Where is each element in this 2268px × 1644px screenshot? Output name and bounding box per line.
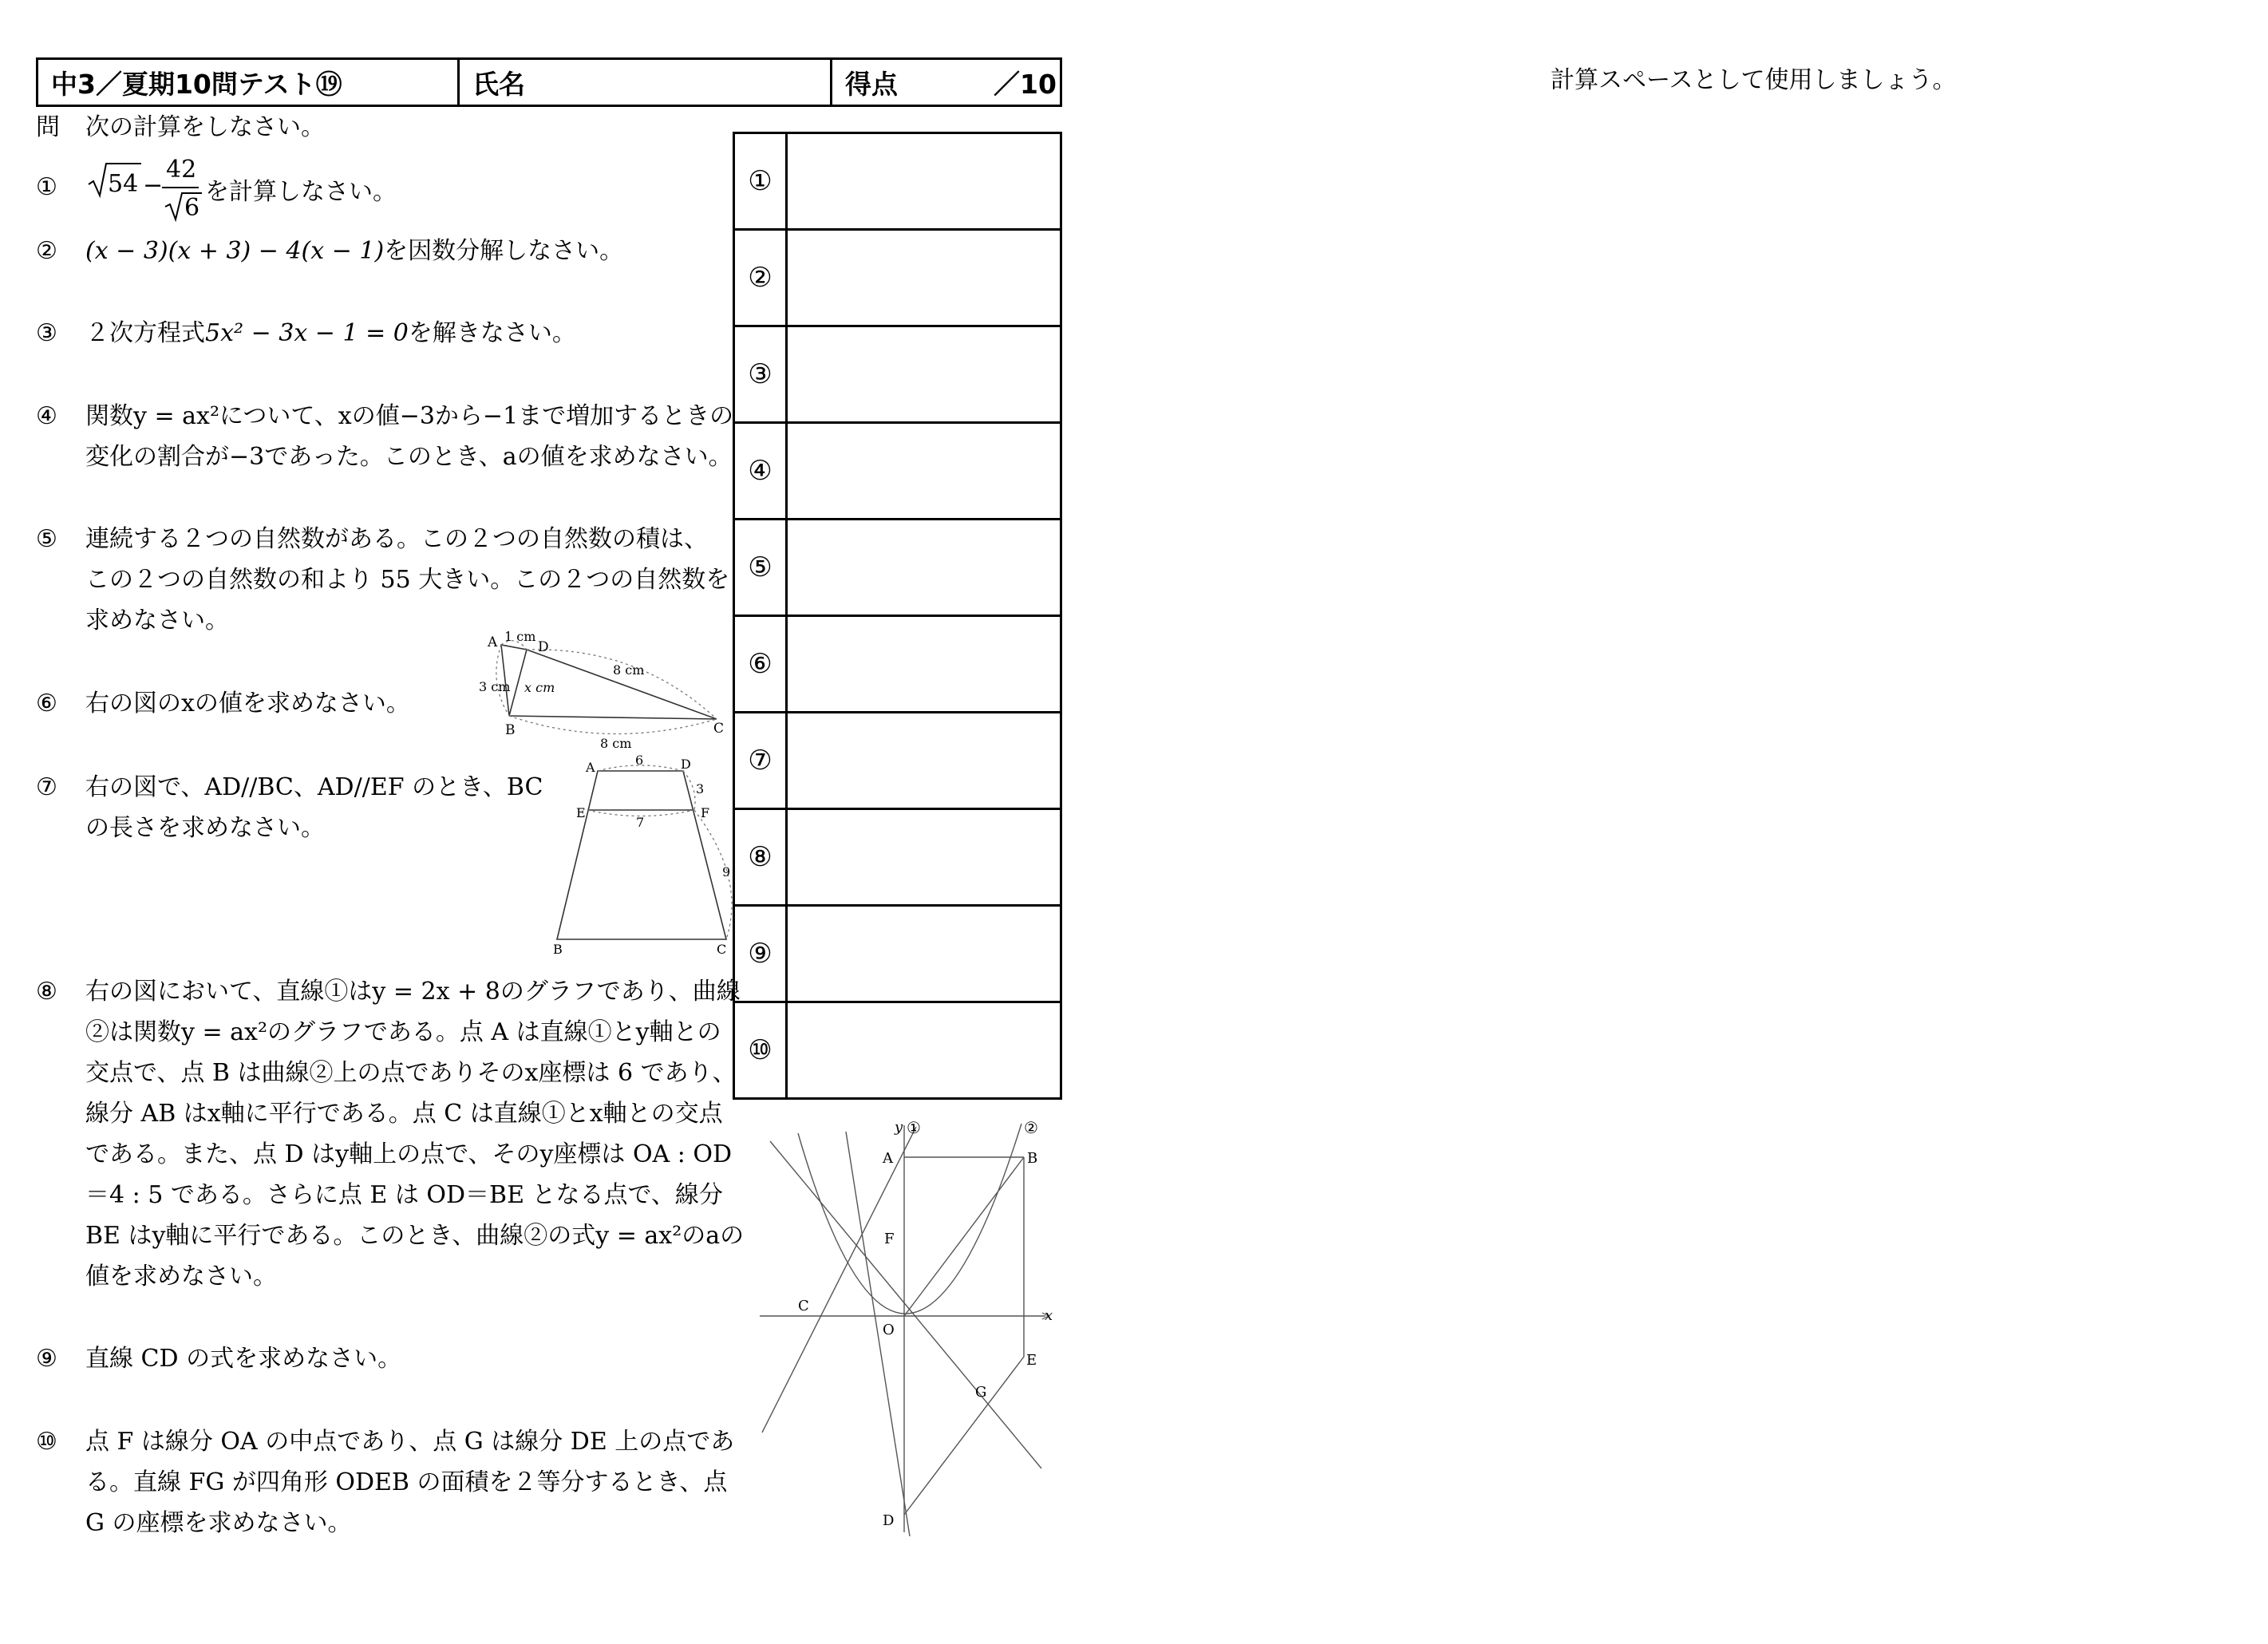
fig8-label-curve2: ② [1024,1118,1038,1137]
name-label: 氏名 [472,68,525,100]
fig7-label-f: F [701,805,710,820]
fig8-label-b: B [1027,1150,1038,1167]
header-table [36,57,1062,107]
fig6-label-b: B [505,722,516,738]
fig8-segment-ob [904,1157,1024,1316]
q3-text-pre: ２次方程式 [85,319,205,347]
fig8-label-c: C [798,1298,809,1314]
answer-box-2[interactable] [788,231,1060,325]
q5-number: ⑤ [36,525,57,553]
fig8-label-g: G [975,1384,987,1401]
answer-box-4[interactable] [788,424,1060,518]
q7-number: ⑦ [36,773,57,801]
fig8-label-e: E [1026,1352,1037,1369]
q8-line5: である。また、点 D はy軸上の点で、そのy座標は OA : OD [85,1140,733,1168]
q8-line2: ②は関数y = ax²のグラフである。点 A は直線①とy軸との [85,1018,721,1046]
fig6-len-ad: 1 cm [504,629,536,644]
q8-number: ⑧ [36,978,57,1006]
fig7-label-b: B [553,942,563,957]
q5-line3: 求めなさい。 [85,607,229,634]
q1-frac-numerator: 42 [166,156,197,184]
q8-line6: ＝4 : 5 である。さらに点 E は OD＝BE となる点で、線分 [85,1181,723,1209]
answer-row [735,231,1060,327]
q6-line1: 右の図のxの値を求めなさい。 [85,690,410,717]
answer-label: ⑨ [735,907,788,1001]
q1-frac-denominator: 6 [184,194,200,222]
answer-label: ③ [735,327,788,421]
fig6-len-bd: x cm [524,680,555,695]
answer-row [735,907,1060,1003]
fig8-segment-de [904,1357,1024,1515]
answer-grid [733,132,1062,1100]
fig7-label-e: E [576,805,586,820]
answer-row [735,424,1060,520]
fig8-curve2 [798,1124,1021,1314]
q1-minus: − [143,172,164,200]
q2-line [85,235,623,267]
fig7-label-c: C [717,942,727,957]
fig6-label-d: D [538,639,549,655]
fig8-line-steep [846,1132,910,1536]
q10-line3: G の座標を求めなさい。 [85,1509,352,1537]
q10-line2: る。直線 FG が四角形 ODEB の面積を２等分するとき、点 [85,1468,728,1496]
name-field[interactable] [460,60,832,105]
fig8-label-f: F [884,1231,895,1247]
answer-label: ⑩ [735,1003,788,1097]
fig7-label-a: A [586,760,595,775]
fig6-len-bc: 8 cm [600,736,632,751]
answer-box-7[interactable] [788,713,1060,808]
q2-expression: (x − 3)(x + 3) − 4(x − 1) [85,237,385,265]
fig8-label-x: x [1045,1307,1053,1324]
answer-row [735,520,1060,617]
score-field[interactable] [832,60,1060,105]
fig7-len-ef: 7 [636,815,645,830]
test-title-text: 中3／夏期10問テスト⑲ [51,68,342,100]
fig8-line-cd-extended [770,1141,1041,1468]
fig8-label-a: A [883,1150,893,1167]
q7-line1: 右の図で、AD//BC、AD//EF のとき、BC [85,773,543,801]
q5-line2: この２つの自然数の和より 55 大きい。この２つの自然数を [85,566,730,594]
answer-label: ⑧ [735,810,788,904]
answer-box-5[interactable] [788,520,1060,615]
answer-label: ④ [735,424,788,518]
answer-label: ⑦ [735,713,788,808]
q3-line [85,318,576,350]
answer-row [735,327,1060,424]
q3-expression: 5x² − 3x − 1 = 0 [205,319,409,347]
answer-label: ① [735,134,788,228]
q2-text: を因数分解しなさい。 [384,237,624,265]
fig7-len-ad: 6 [635,753,644,768]
figure-q8 [750,1109,1061,1540]
q4-number: ④ [36,402,57,430]
fig7-len-df: 3 [696,781,705,796]
fig6-label-c: C [713,721,725,737]
answer-row [735,810,1060,907]
q7-line2: の長さを求めなさい。 [85,814,325,842]
q8-line7: BE はy軸に平行である。このとき、曲線②の式y = ax²のaの [85,1222,745,1250]
test-title [38,60,460,105]
q8-line1: 右の図において、直線①はy = 2x + 8のグラフであり、曲線 [85,978,741,1006]
q6-number: ⑥ [36,690,57,717]
score-max: ／10 [994,68,1057,100]
fig6-len-ab: 3 cm [479,679,511,694]
fig8-label-d: D [883,1512,895,1529]
calc-space-note: 計算スペースとして使用しましょう。 [1551,66,1957,94]
q1-text: を計算しなさい。 [205,178,397,206]
q1-number: ① [36,173,57,201]
answer-box-1[interactable] [788,134,1060,228]
answer-box-3[interactable] [788,327,1060,421]
figure-q7 [553,750,738,958]
fig6-side-bc [509,716,717,719]
instruction-text: 次の計算をしなさい。 [85,113,325,141]
q8-line8: 値を求めなさい。 [85,1263,277,1290]
answer-label: ⑤ [735,520,788,615]
q4-line2: 変化の割合が−3であった。このとき、aの値を求めなさい。 [85,443,733,471]
answer-box-9[interactable] [788,907,1060,1001]
fig8-label-o: O [883,1322,895,1338]
q10-number: ⑩ [36,1428,57,1456]
fig8-line1 [762,1127,916,1433]
q2-number: ② [36,237,57,265]
q9-number: ⑨ [36,1345,57,1373]
q8-line3: 交点で、点 B は曲線②上の点でありそのx座標は 6 であり、 [85,1059,737,1087]
answer-label: ② [735,231,788,325]
fig6-side-dc [527,650,717,719]
score-label: 得点 [845,68,898,100]
q10-line1: 点 F は線分 OA の中点であり、点 G は線分 DE 上の点であ [85,1428,735,1456]
figure-q6 [471,622,734,750]
fig6-len-dc: 8 cm [613,662,645,678]
answer-box-8[interactable] [788,810,1060,904]
answer-row [735,1003,1060,1097]
q1-expression [85,156,421,227]
fig8-label-line1: ① [907,1118,921,1137]
answer-box-10[interactable] [788,1003,1060,1097]
answer-row [735,617,1060,713]
answer-box-6[interactable] [788,617,1060,711]
q4-line1: 関数y = ax²について、xの値−3から−1まで増加するときの [85,402,734,430]
instruction-label: 問 [36,113,60,141]
answer-label: ⑥ [735,617,788,711]
fig8-label-y: y [895,1119,903,1136]
answer-row [735,134,1060,231]
fig7-label-d: D [681,757,691,772]
q3-text-post: を解きなさい。 [408,319,576,347]
q1-sqrt1-value: 54 [108,170,139,198]
fig6-label-a: A [488,634,498,650]
answer-row [735,713,1060,810]
q3-number: ③ [36,319,57,347]
q8-line4: 線分 AB はx軸に平行である。点 C は直線①とx軸との交点 [85,1100,723,1128]
q5-line1: 連続する２つの自然数がある。この２つの自然数の積は、 [85,525,708,553]
q9-line1: 直線 CD の式を求めなさい。 [85,1345,402,1373]
fig7-len-fc: 9 [722,864,731,879]
